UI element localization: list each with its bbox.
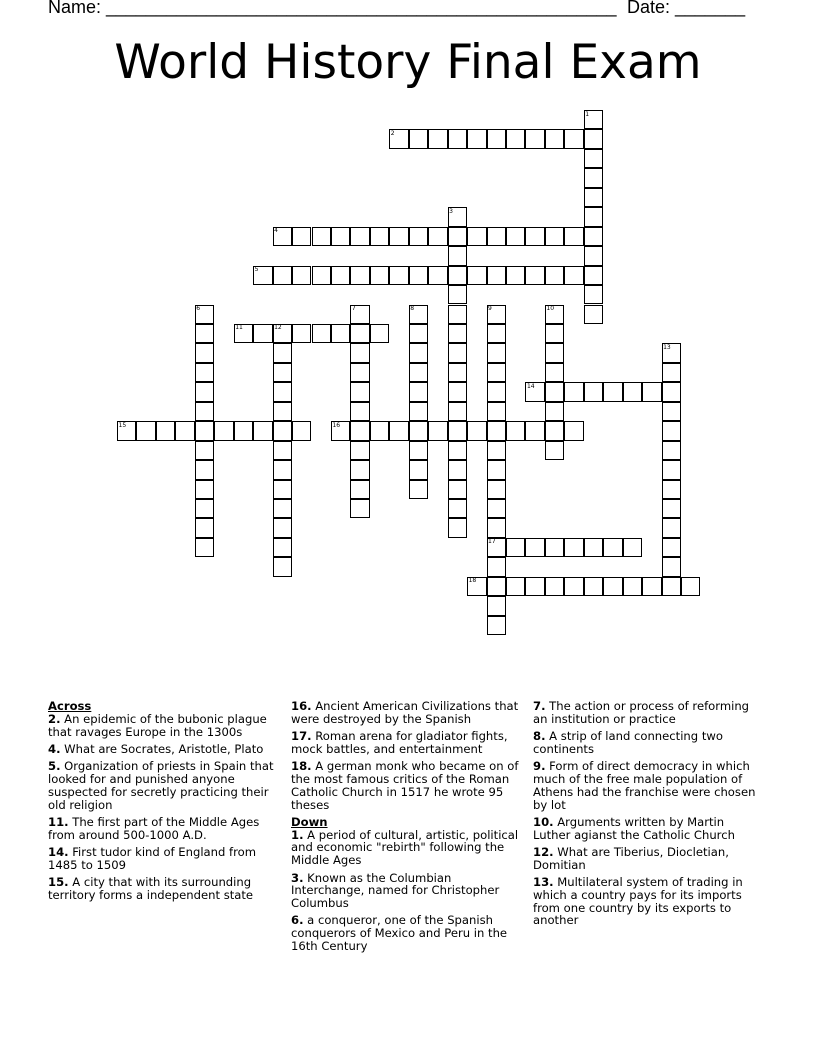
- crossword-cell[interactable]: [273, 557, 292, 576]
- crossword-cell[interactable]: [350, 441, 369, 460]
- clue-number: 14.: [48, 844, 69, 859]
- clue-number: 1.: [291, 827, 304, 842]
- crossword-cell[interactable]: [545, 441, 564, 460]
- clue-text: First tudor kind of England from 1485 to 1509: [48, 844, 257, 872]
- crossword-cell[interactable]: [584, 188, 603, 207]
- clue-number: 11.: [48, 814, 69, 829]
- crossword-cell[interactable]: [195, 305, 214, 324]
- crossword-cell[interactable]: [506, 538, 525, 557]
- clue-number-label: 4: [274, 227, 278, 235]
- crossword-cell[interactable]: [623, 382, 642, 401]
- crossword-cell[interactable]: [564, 129, 583, 148]
- crossword-cell[interactable]: [584, 538, 603, 557]
- crossword-cell[interactable]: [662, 421, 681, 440]
- clue-number: 7.: [533, 699, 546, 713]
- crossword-cell[interactable]: [350, 460, 369, 479]
- crossword-cell[interactable]: [195, 538, 214, 557]
- crossword-cell[interactable]: [545, 266, 564, 285]
- crossword-cell[interactable]: [350, 480, 369, 499]
- crossword-cell[interactable]: [564, 421, 583, 440]
- crossword-cell[interactable]: [331, 421, 350, 440]
- crossword-cell[interactable]: [487, 596, 506, 615]
- crossword-cell[interactable]: [370, 324, 389, 343]
- clue-text: Form of direct democracy in which much of the free male population of Athens had the franchise were chosen by lot: [533, 759, 756, 812]
- crossword-cell[interactable]: [448, 460, 467, 479]
- crossword-cell[interactable]: [506, 227, 525, 246]
- crossword-cell[interactable]: [448, 324, 467, 343]
- crossword-cell[interactable]: [350, 305, 369, 324]
- clue-text: Ancient American Civilizations that were destroyed by the Spanish: [291, 699, 519, 726]
- crossword-cell[interactable]: [467, 227, 486, 246]
- crossword-cell[interactable]: [584, 110, 603, 129]
- crossword-cell[interactable]: [467, 129, 486, 148]
- crossword-cell[interactable]: [662, 480, 681, 499]
- crossword-cell[interactable]: [409, 480, 428, 499]
- clue-text: A period of cultural, artistic, political and economic "rebirth" following the Middle Ages: [291, 827, 519, 868]
- crossword-cell[interactable]: [623, 538, 642, 557]
- across-heading: Across: [48, 699, 92, 713]
- crossword-cell[interactable]: [409, 305, 428, 324]
- crossword-cell[interactable]: [195, 421, 214, 440]
- crossword-cell[interactable]: [273, 324, 292, 343]
- clue-text: Arguments written by Martin Luther agianst the Catholic Church: [533, 814, 735, 842]
- crossword-cell[interactable]: [273, 480, 292, 499]
- clue-down-8: [533, 730, 765, 756]
- crossword-cell[interactable]: [487, 266, 506, 285]
- crossword-cell[interactable]: [584, 577, 603, 596]
- clue-down-10: [533, 816, 765, 842]
- crossword-cell[interactable]: [214, 421, 233, 440]
- crossword-cell[interactable]: [584, 266, 603, 285]
- clue-text: a conqueror, one of the Spanish conquerors of Mexico and Peru in the 16th Century: [291, 913, 508, 954]
- crossword-cell[interactable]: [545, 382, 564, 401]
- crossword-cell[interactable]: [234, 324, 253, 343]
- crossword-cell[interactable]: [312, 324, 331, 343]
- crossword-cell[interactable]: [448, 266, 467, 285]
- crossword-cell[interactable]: [136, 421, 155, 440]
- clue-text: Roman arena for gladiator fights, mock battles, and entertainment: [291, 729, 508, 756]
- clue-column-2: [291, 700, 523, 957]
- crossword-cell[interactable]: [662, 518, 681, 537]
- clue-column-3: [533, 700, 765, 932]
- crossword-cell[interactable]: [662, 499, 681, 518]
- crossword-cell[interactable]: [506, 266, 525, 285]
- crossword-cell[interactable]: [487, 538, 506, 557]
- clue-down-12: [533, 846, 765, 872]
- crossword-cell[interactable]: [448, 363, 467, 382]
- clue-number: 10.: [533, 814, 554, 829]
- clue-number: 6.: [291, 913, 304, 928]
- clue-text: Known as the Columbian Interchange, named for Christopher Columbus: [291, 870, 500, 911]
- clue-number: 18.: [291, 759, 312, 774]
- date-field-label[interactable]: Date: _______: [627, 0, 746, 17]
- crossword-cell[interactable]: [584, 382, 603, 401]
- crossword-cell[interactable]: [487, 324, 506, 343]
- clue-number-label: 10: [546, 305, 555, 312]
- crossword-cell[interactable]: [545, 343, 564, 362]
- clue-number-label: 12: [274, 324, 282, 332]
- crossword-cell[interactable]: [389, 266, 408, 285]
- clue-text: An epidemic of the bubonic plague that ravages Europe in the 1300s: [48, 711, 267, 739]
- crossword-cell[interactable]: [662, 441, 681, 460]
- crossword-cell[interactable]: [350, 382, 369, 401]
- crossword-cell[interactable]: [273, 227, 292, 246]
- crossword-cell[interactable]: [428, 266, 447, 285]
- clue-number-label: 11: [235, 324, 243, 332]
- crossword-cell[interactable]: [487, 363, 506, 382]
- crossword-cell[interactable]: [409, 421, 428, 440]
- crossword-cell[interactable]: [253, 266, 272, 285]
- clue-number-label: 8: [410, 305, 415, 312]
- crossword-cell[interactable]: [331, 227, 350, 246]
- crossword-cell[interactable]: [448, 499, 467, 518]
- crossword-cell[interactable]: [409, 324, 428, 343]
- crossword-cell[interactable]: [428, 227, 447, 246]
- crossword-cell[interactable]: [409, 227, 428, 246]
- clue-text: The first part of the Middle Ages from around 500-1000 A.D.: [48, 814, 260, 842]
- crossword-cell[interactable]: [350, 227, 369, 246]
- crossword-cell[interactable]: [448, 402, 467, 421]
- clue-number-label: 5: [254, 266, 259, 274]
- crossword-cell[interactable]: [642, 382, 661, 401]
- crossword-cell[interactable]: [487, 343, 506, 362]
- crossword-cell[interactable]: [409, 266, 428, 285]
- crossword-cell[interactable]: [525, 227, 544, 246]
- crossword-cell[interactable]: [234, 421, 253, 440]
- crossword-cell[interactable]: [292, 421, 311, 440]
- crossword-cell[interactable]: [662, 557, 681, 576]
- crossword-cell[interactable]: [662, 402, 681, 421]
- down-heading: Down: [291, 814, 328, 829]
- crossword-cell[interactable]: [253, 421, 272, 440]
- crossword-cell[interactable]: [487, 557, 506, 576]
- clue-text: The action or process of reforming an institution or practice: [533, 699, 750, 726]
- crossword-cell[interactable]: [389, 129, 408, 148]
- crossword-cell[interactable]: [156, 421, 175, 440]
- crossword-cell[interactable]: [487, 480, 506, 499]
- clue-down-13: [533, 876, 765, 927]
- crossword-cell[interactable]: [545, 402, 564, 421]
- clue-number: 2.: [48, 711, 61, 726]
- crossword-cell[interactable]: [525, 382, 544, 401]
- crossword-cell[interactable]: [195, 518, 214, 537]
- crossword-cell[interactable]: [292, 266, 311, 285]
- crossword-cell[interactable]: [564, 266, 583, 285]
- crossword-cell[interactable]: [487, 402, 506, 421]
- crossword-cell[interactable]: [448, 441, 467, 460]
- crossword-cell[interactable]: [409, 460, 428, 479]
- clue-number-label: 17: [488, 538, 496, 546]
- clue-down-3: [291, 872, 523, 910]
- crossword-cell[interactable]: [409, 129, 428, 148]
- crossword-cell[interactable]: [487, 305, 506, 324]
- clue-text: What are Tiberius, Diocletian, Domitian: [533, 844, 729, 872]
- clue-number: 4.: [48, 741, 61, 756]
- clue-down-9: [533, 760, 765, 811]
- crossword-cell[interactable]: [312, 266, 331, 285]
- crossword-cell[interactable]: [525, 421, 544, 440]
- crossword-cell[interactable]: [545, 577, 564, 596]
- crossword-cell[interactable]: [389, 421, 408, 440]
- crossword-cell[interactable]: [545, 324, 564, 343]
- crossword-cell[interactable]: [273, 343, 292, 362]
- clue-number-label: 7: [351, 305, 356, 312]
- crossword-cell[interactable]: [370, 227, 389, 246]
- clue-text: A strip of land connecting two continents: [533, 729, 723, 756]
- crossword-cell[interactable]: [525, 538, 544, 557]
- clue-text: Organization of priests in Spain that looked for and punished anyone suspected for secretly practicing their old religion: [48, 759, 274, 812]
- crossword-cell[interactable]: [389, 227, 408, 246]
- clue-number-label: 18: [468, 577, 477, 585]
- crossword-cell[interactable]: [448, 343, 467, 362]
- crossword-cell[interactable]: [195, 363, 214, 382]
- page-title: World History Final Exam: [114, 35, 702, 90]
- crossword-cell[interactable]: [370, 266, 389, 285]
- clue-number-label: 14: [526, 382, 535, 390]
- clue-text: Multilateral system of trading in which a country pays for its imports from one country by its exports to another: [533, 875, 743, 928]
- crossword-cell[interactable]: [350, 363, 369, 382]
- crossword-cell[interactable]: [603, 538, 622, 557]
- crossword-cell[interactable]: [331, 324, 350, 343]
- clue-number-label: 6: [196, 305, 201, 312]
- crossword-cell[interactable]: [195, 402, 214, 421]
- clue-number: 12.: [533, 844, 554, 859]
- crossword-cell[interactable]: [623, 577, 642, 596]
- crossword-cell[interactable]: [584, 168, 603, 187]
- crossword-cell[interactable]: [448, 246, 467, 265]
- clue-number: 8.: [533, 729, 546, 744]
- crossword-cell[interactable]: [312, 227, 331, 246]
- crossword-cell[interactable]: [487, 441, 506, 460]
- crossword-cell[interactable]: [564, 382, 583, 401]
- clue-number-label: 16: [332, 421, 341, 429]
- crossword-cell[interactable]: [195, 460, 214, 479]
- crossword-cell[interactable]: [545, 538, 564, 557]
- crossword-cell[interactable]: [195, 343, 214, 362]
- crossword-cell[interactable]: [603, 577, 622, 596]
- clue-number: 16.: [291, 699, 312, 713]
- crossword-cell[interactable]: [584, 305, 603, 324]
- clue-number-label: 15: [118, 421, 127, 429]
- name-field-label[interactable]: Name: ___________________________________________________: [48, 0, 617, 17]
- clue-across-11: [48, 816, 280, 842]
- crossword-cell[interactable]: [350, 324, 369, 343]
- crossword-cell[interactable]: [195, 441, 214, 460]
- crossword-cell[interactable]: [662, 460, 681, 479]
- crossword-cell[interactable]: [487, 227, 506, 246]
- crossword-cell[interactable]: [448, 480, 467, 499]
- crossword-cell[interactable]: [350, 343, 369, 362]
- crossword-cell[interactable]: [564, 227, 583, 246]
- crossword-cell[interactable]: [642, 577, 661, 596]
- clue-text: A german monk who became on of the most famous critics of the Roman Catholic Church in 1517 he wrote 95 theses: [291, 759, 519, 812]
- crossword-cell[interactable]: [487, 460, 506, 479]
- crossword-cell[interactable]: [350, 421, 369, 440]
- crossword-cell[interactable]: [195, 499, 214, 518]
- clue-number: 3.: [291, 870, 304, 885]
- clue-number: 5.: [48, 759, 61, 774]
- crossword-cell[interactable]: [448, 421, 467, 440]
- crossword-cell[interactable]: [370, 421, 389, 440]
- crossword-cell[interactable]: [350, 402, 369, 421]
- crossword-cell[interactable]: [195, 480, 214, 499]
- clue-across-16: [291, 700, 523, 726]
- crossword-cell[interactable]: [350, 266, 369, 285]
- crossword-cell[interactable]: [409, 441, 428, 460]
- clue-number: 9.: [533, 759, 546, 774]
- crossword-cell[interactable]: [273, 538, 292, 557]
- clue-number-label: 3: [449, 207, 453, 215]
- crossword-cell[interactable]: [506, 421, 525, 440]
- crossword-cell[interactable]: [564, 538, 583, 557]
- crossword-cell[interactable]: [487, 616, 506, 635]
- crossword-cell[interactable]: [545, 421, 564, 440]
- crossword-cell[interactable]: [273, 499, 292, 518]
- crossword-cell[interactable]: [467, 266, 486, 285]
- crossword-cell[interactable]: [292, 324, 311, 343]
- crossword-cell[interactable]: [448, 518, 467, 537]
- clue-number-label: 1: [585, 110, 590, 118]
- crossword-cell[interactable]: [273, 421, 292, 440]
- clue-number: 17.: [291, 729, 312, 744]
- crossword-cell[interactable]: [409, 343, 428, 362]
- crossword-cell[interactable]: [487, 499, 506, 518]
- crossword-cell[interactable]: [545, 227, 564, 246]
- crossword-cell[interactable]: [273, 382, 292, 401]
- crossword-cell[interactable]: [584, 149, 603, 168]
- crossword-cell[interactable]: [487, 421, 506, 440]
- crossword-cell[interactable]: [584, 227, 603, 246]
- crossword-cell[interactable]: [273, 402, 292, 421]
- crossword-cell[interactable]: [487, 518, 506, 537]
- clue-across-17: [291, 730, 523, 756]
- clue-column-1: [48, 700, 280, 906]
- crossword-cell[interactable]: [448, 305, 467, 324]
- crossword-cell[interactable]: [545, 129, 564, 148]
- crossword-cell[interactable]: [117, 421, 136, 440]
- crossword-cell[interactable]: [273, 460, 292, 479]
- crossword-cell[interactable]: [195, 324, 214, 343]
- crossword-cell[interactable]: [545, 305, 564, 324]
- clue-across-18: [291, 760, 523, 811]
- crossword-cell[interactable]: [506, 577, 525, 596]
- crossword-cell[interactable]: [253, 324, 272, 343]
- crossword-cell[interactable]: [409, 382, 428, 401]
- crossword-cell[interactable]: [662, 363, 681, 382]
- crossword-cell[interactable]: [409, 402, 428, 421]
- crossword-cell[interactable]: [545, 363, 564, 382]
- crossword-cell[interactable]: [584, 246, 603, 265]
- crossword-cell[interactable]: [584, 207, 603, 226]
- crossword-cell[interactable]: [662, 343, 681, 362]
- clue-text: What are Socrates, Aristotle, Plato: [64, 741, 264, 756]
- crossword-cell[interactable]: [273, 363, 292, 382]
- crossword-cell[interactable]: [525, 577, 544, 596]
- crossword-cell[interactable]: [487, 382, 506, 401]
- crossword-cell[interactable]: [662, 382, 681, 401]
- clue-across-4: [48, 743, 280, 756]
- crossword-cell[interactable]: [584, 285, 603, 304]
- crossword-cell[interactable]: [662, 538, 681, 557]
- crossword-cell[interactable]: [448, 207, 467, 226]
- crossword-cell[interactable]: [175, 421, 194, 440]
- crossword-cell[interactable]: [292, 227, 311, 246]
- clue-across-5: [48, 760, 280, 811]
- crossword-cell[interactable]: [487, 129, 506, 148]
- crossword-cell[interactable]: [273, 441, 292, 460]
- clue-number: 15.: [48, 875, 69, 890]
- clue-number-label: 2: [390, 129, 395, 137]
- crossword-cell[interactable]: [584, 129, 603, 148]
- crossword-cell[interactable]: [564, 577, 583, 596]
- clue-across-2: [48, 713, 280, 739]
- clue-text: A city that with its surrounding territory forms a independent state: [48, 875, 254, 902]
- crossword-cell[interactable]: [428, 129, 447, 148]
- crossword-cell[interactable]: [273, 266, 292, 285]
- crossword-cell[interactable]: [525, 266, 544, 285]
- crossword-cell[interactable]: [487, 577, 506, 596]
- crossword-cell[interactable]: [603, 382, 622, 401]
- clue-number-label: 13: [663, 343, 671, 351]
- crossword-cell[interactable]: [350, 499, 369, 518]
- clue-down-6: [291, 914, 523, 952]
- crossword-cell[interactable]: [662, 577, 681, 596]
- crossword-cell[interactable]: [506, 129, 525, 148]
- crossword-cell[interactable]: [525, 129, 544, 148]
- clue-down-1: [291, 829, 523, 867]
- crossword-cell[interactable]: [681, 577, 700, 596]
- crossword-cell[interactable]: [448, 382, 467, 401]
- crossword-cell[interactable]: [448, 285, 467, 304]
- clue-across-15: [48, 876, 280, 902]
- crossword-cell[interactable]: [428, 421, 447, 440]
- clue-number: 13.: [533, 875, 554, 890]
- crossword-cell[interactable]: [467, 577, 486, 596]
- crossword-cell[interactable]: [195, 382, 214, 401]
- crossword-cell[interactable]: [273, 518, 292, 537]
- crossword-cell[interactable]: [448, 129, 467, 148]
- clue-down-7: [533, 700, 765, 726]
- crossword-cell[interactable]: [467, 421, 486, 440]
- clue-number-label: 9: [488, 305, 492, 312]
- clue-across-14: [48, 846, 280, 872]
- crossword-cell[interactable]: [409, 363, 428, 382]
- crossword-cell[interactable]: [448, 227, 467, 246]
- crossword-cell[interactable]: [331, 266, 350, 285]
